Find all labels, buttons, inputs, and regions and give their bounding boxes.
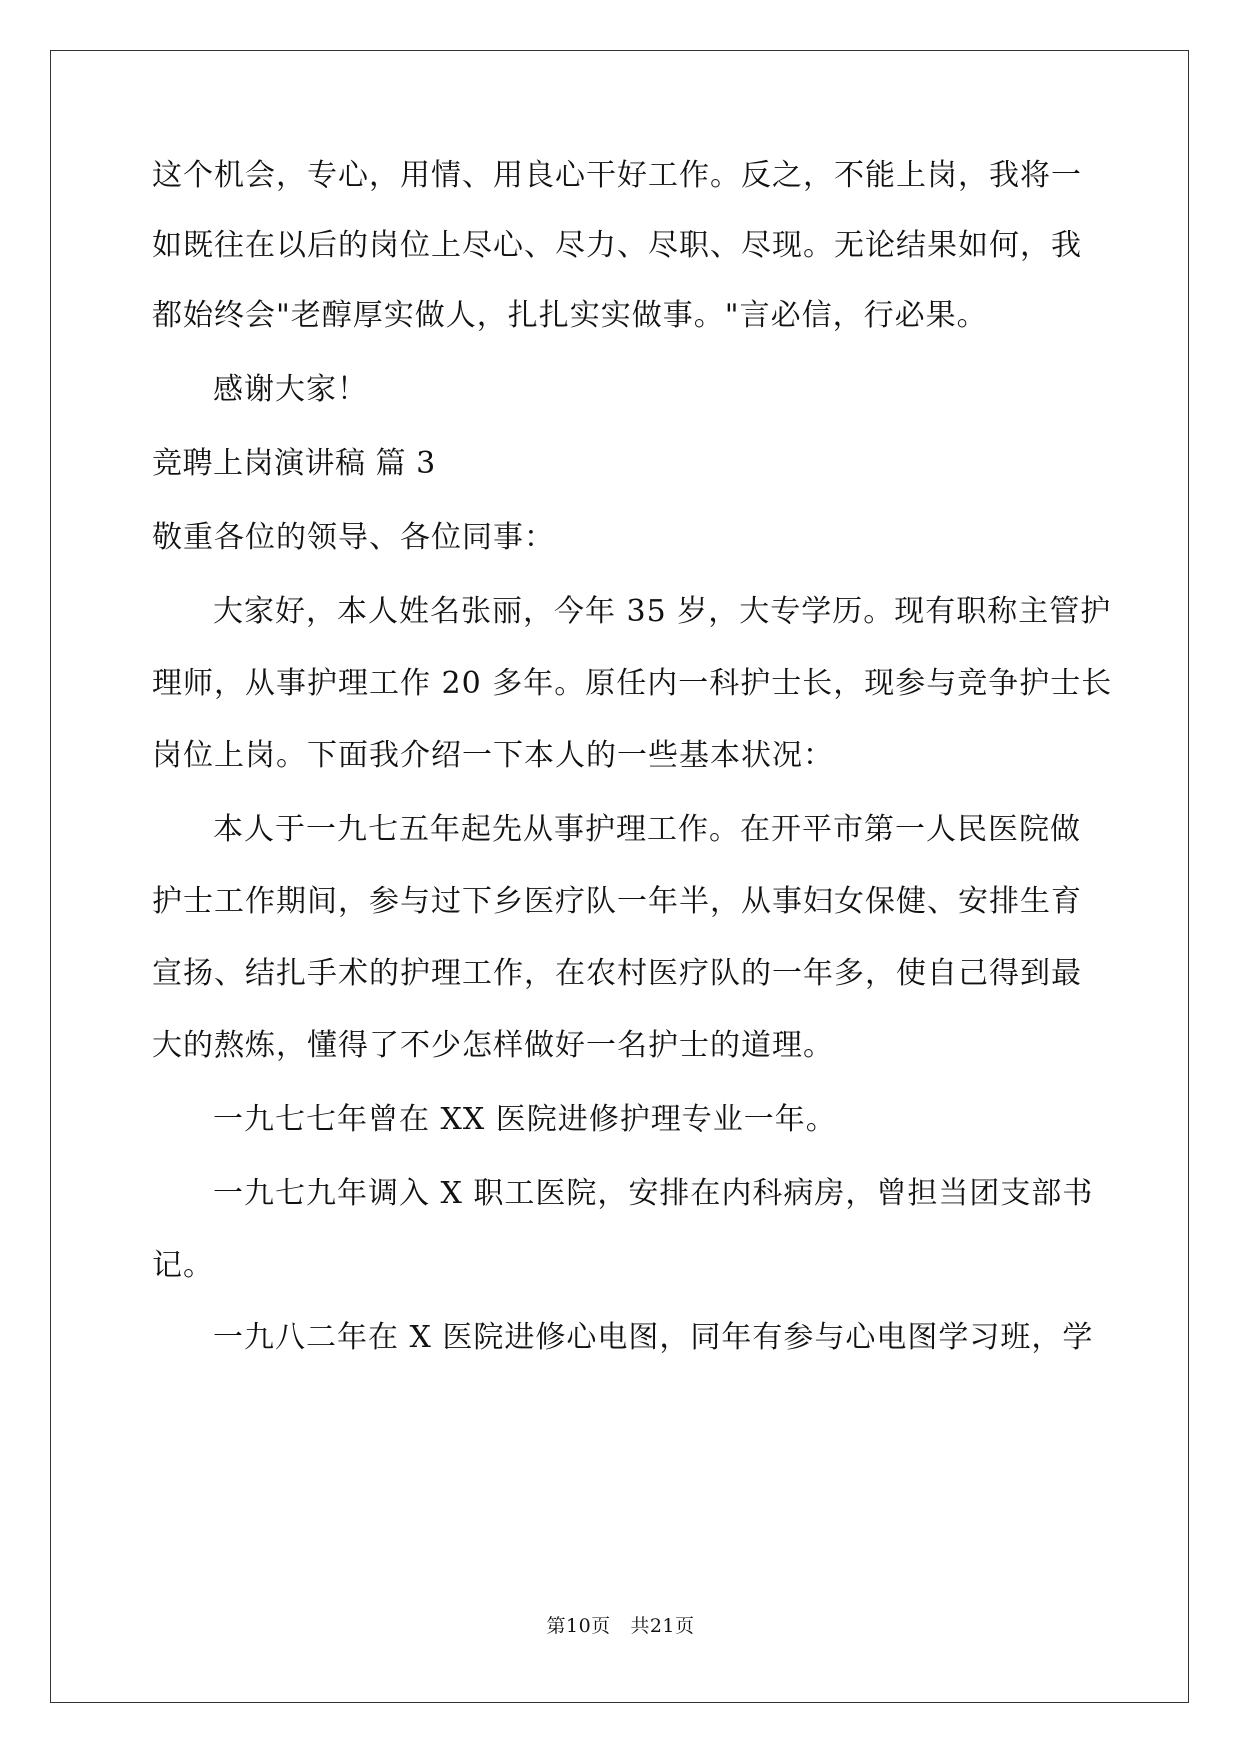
body-line-10: 本人于一九七五年起先从事护理工作。在开平市第一人民医院做 xyxy=(213,812,1081,847)
body-line-2: 如既往在以后的岗位上尽心、尽力、尽职、尽现。无论结果如何，我 xyxy=(152,228,1082,263)
page-footer xyxy=(0,1614,1241,1638)
body-line-8: 理师，从事护理工作 20 多年。原任内一科护士长，现参与竞争护士长 xyxy=(152,666,1113,701)
body-line-9: 岗位上岗。下面我介绍一下本人的一些基本状况： xyxy=(152,738,834,773)
body-line-11: 护士工作期间，参与过下乡医疗队一年半，从事妇女保健、安排生育 xyxy=(152,884,1082,919)
body-line-7: 大家好，本人姓名张丽，今年 35 岁，大专学历。现有职称主管护 xyxy=(213,594,1112,629)
body-line-13: 大的熬炼，懂得了不少怎样做好一名护士的道理。 xyxy=(152,1028,834,1063)
page-number: 第10页 xyxy=(546,1615,611,1637)
body-line-16: 记。 xyxy=(152,1248,214,1283)
body-line-12: 宣扬、结扎手术的护理工作，在农村医疗队的一年多，使自己得到最 xyxy=(152,956,1082,991)
body-line-3: 都始终会"老醇厚实做人，扎扎实实做事。"言必信，行必果。 xyxy=(152,298,988,333)
section-heading: 竞聘上岗演讲稿 篇 3 xyxy=(152,446,436,481)
closing-thanks: 感谢大家！ xyxy=(213,372,368,407)
body-line-15: 一九七九年调入 X 职工医院，安排在内科病房，曾担当团支部书 xyxy=(213,1176,1094,1211)
body-line-14: 一九七七年曾在 XX 医院进修护理专业一年。 xyxy=(213,1102,837,1137)
salutation: 敬重各位的领导、各位同事： xyxy=(152,520,555,555)
body-line-1: 这个机会，专心，用情、用良心干好工作。反之，不能上岗，我将一 xyxy=(152,158,1082,193)
page-total: 共21页 xyxy=(630,1615,695,1637)
body-line-17: 一九八二年在 X 医院进修心电图，同年有参与心电图学习班，学 xyxy=(213,1320,1094,1355)
